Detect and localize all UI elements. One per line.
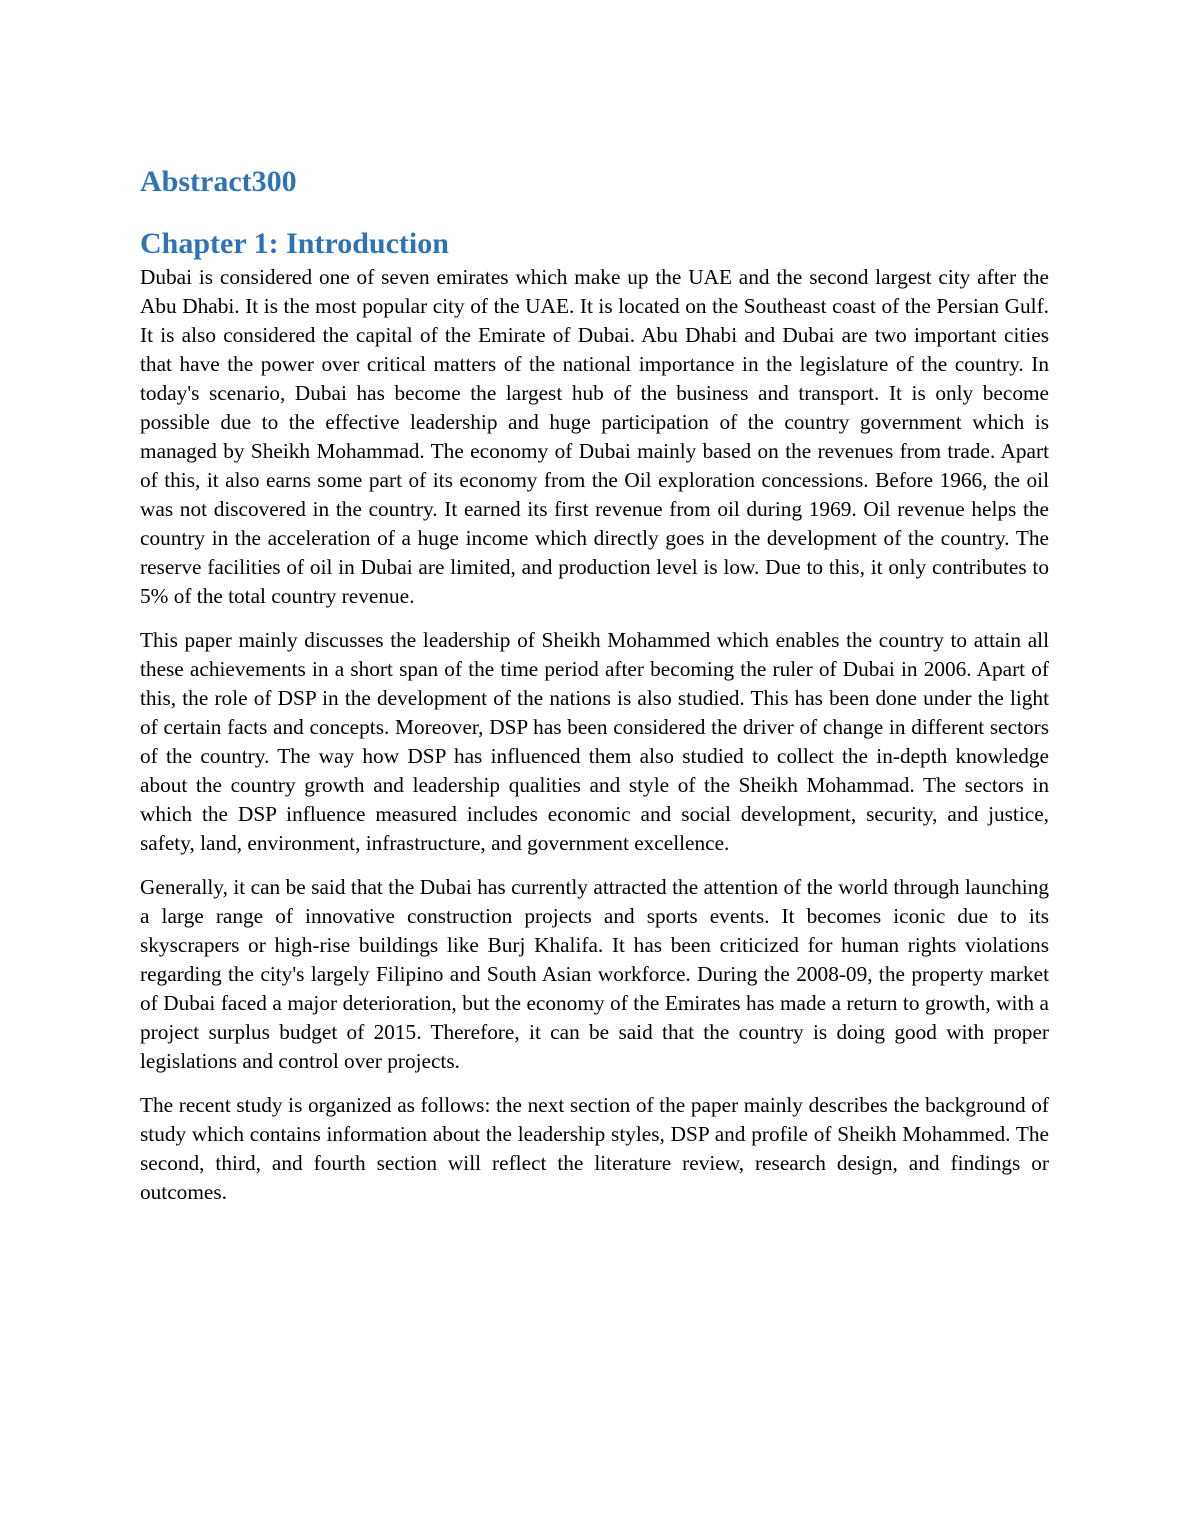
document-page [140, 163, 1049, 1222]
chapter-heading: Chapter 1: Introduction [140, 227, 449, 260]
abstract-heading: Abstract300 [140, 165, 297, 198]
paragraph: Generally, it can be said that the Dubai has currently attracted the attention of the world through launching a large range of innovative construction projects and sports events. It becomes iconic due to its skyscrapers or high-rise buildings like Burj Khalifa. It has been criticized for human rights violations regarding the city's largely Filipino and South Asian workforce. During the 2008-09, the property market of Dubai faced a major deterioration, but the economy of the Emirates has made a return to growth, with a project surplus budget of 2015. Therefore, it can be said that the country is doing good with proper legislations and control over projects. [140, 875, 1049, 1073]
paragraph: The recent study is organized as follows: the next section of the paper mainly describes the background of study which contains information about the leadership styles, DSP and profile of Sheikh Mohammed. The second, third, and fourth section will reflect the literature review, research design, and findings or outcomes. [140, 1093, 1049, 1204]
paragraph: Dubai is considered one of seven emirates which make up the UAE and the second largest city after the Abu Dhabi. It is the most popular city of the UAE. It is located on the Southeast coast of the Persian Gulf. It is also considered the capital of the Emirate of Dubai. Abu Dhabi and Dubai are two important cities that have the power over critical matters of the national importance in the legislature of the country. In today's scenario, Dubai has become the largest hub of the business and transport. It is only become possible due to the effective leadership and huge participation of the country government which is managed by Sheikh Mohammad. The economy of Dubai mainly based on the revenues from trade. Apart of this, it also earns some part of its economy from the Oil exploration concessions. Before 1966, the oil was not discovered in the country. It earned its first revenue from oil during 1969. Oil revenue helps the country in the acceleration of a huge income which directly goes in the development of the country. The reserve facilities of oil in Dubai are limited, and production level is low. Due to this, it only contributes to 5% of the total country revenue. [140, 265, 1049, 608]
paragraph: This paper mainly discusses the leadership of Sheikh Mohammed which enables the country to attain all these achievements in a short span of the time period after becoming the ruler of Dubai in 2006. Apart of this, the role of DSP in the development of the nations is also studied. This has been done under the light of certain facts and concepts. Moreover, DSP has been considered the driver of change in different sectors of the country. The way how DSP has influenced them also studied to collect the in-depth knowledge about the country growth and leadership qualities and style of the Sheikh Mohammad. The sectors in which the DSP influence measured includes economic and social development, security, and justice, safety, land, environment, infrastructure, and government excellence. [140, 628, 1049, 855]
